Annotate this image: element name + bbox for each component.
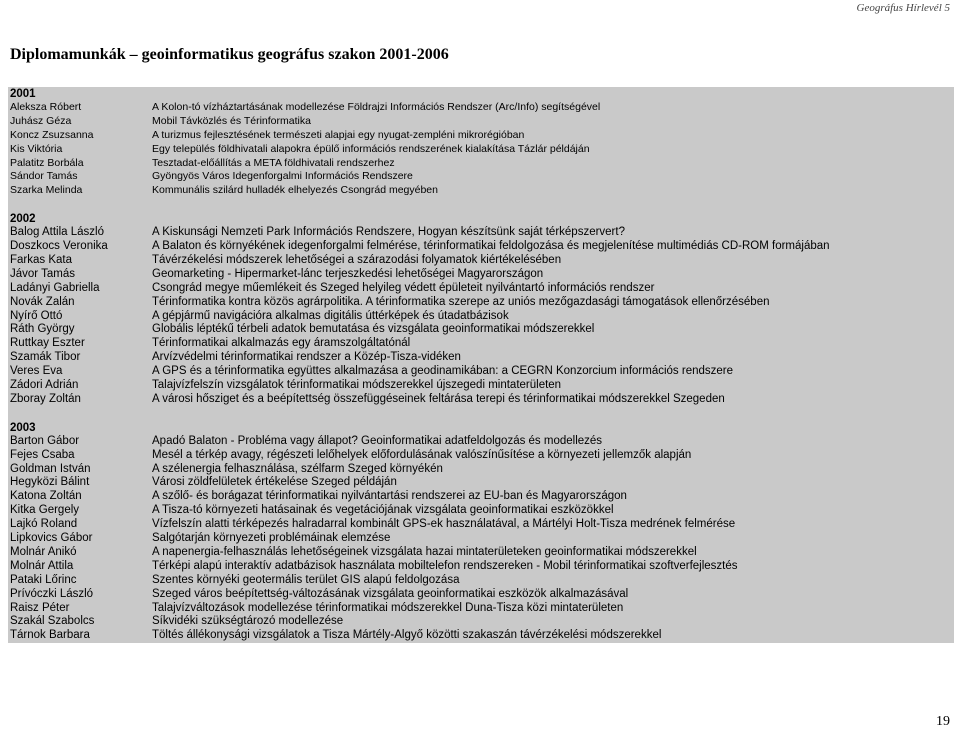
thesis-title: A Balaton és környékének idegenforgalmi felmérése, térinformatikai feldolgozása és megjelenítése multimédiás CD-ROM formájában [152, 240, 830, 253]
table-row [8, 226, 954, 240]
author-name: Balog Attila László [10, 226, 104, 239]
author-name: Farkas Kata [10, 254, 72, 267]
table-row [8, 629, 954, 643]
author-name: Lajkó Roland [10, 518, 78, 531]
table-row [8, 310, 954, 324]
thesis-title: Térinformatikai alkalmazás egy áramszolgáltatónál [152, 337, 411, 350]
thesis-title: A szőlő- és borágazat térinformatikai nyilvántartási rendszerei az EU-ban és Magyarországon [152, 490, 627, 503]
thesis-title: Talajvízfelszín vizsgálatok térinformatikai módszerekkel újszegedi mintaterületen [152, 379, 562, 392]
year-heading: 2001 [10, 88, 36, 100]
thesis-title: Tesztadat-előállítás a META földhivatali rendszerhez [152, 156, 395, 169]
author-name: Pataki Lőrinc [10, 573, 77, 586]
table-row [8, 490, 954, 504]
table-row [8, 157, 954, 171]
thesis-title: Térinformatika kontra közös agrárpolitika. A térinformatika szerepe az uniós mezőgazdasági támogatások ellenőrzésében [152, 295, 770, 308]
thesis-title: A városi hősziget és a beépítettség összefüggéseinek feltárása terepi és térinformatikai módszerekkel Szegeden [152, 392, 725, 405]
year-block-2003 [8, 421, 954, 643]
table-row [8, 602, 954, 616]
author-name: Molnár Anikó [10, 545, 77, 558]
author-name: Aleksza Róbert [10, 101, 82, 113]
thesis-title: Vízfelszín alatti térképezés halradarral kombinált GPS-ek használatával, a Mártélyi Holt-Tisza medrének felmérése [152, 518, 736, 531]
year-block-2002 [8, 212, 954, 407]
page-number: 19 [936, 714, 950, 729]
table-row [8, 323, 954, 337]
thesis-title: Térképi alapú interaktív adatbázisok használata mobiltelefon rendszereken - Mobil térinformatikai szoftverfejlesztés [152, 559, 738, 572]
author-name: Zádori Adrián [10, 379, 79, 392]
table-row [8, 379, 954, 393]
thesis-title: Árvízvédelmi térinformatikai rendszer a Közép-Tisza-vidéken [152, 351, 461, 364]
author-name: Doszkocs Veronika [10, 240, 108, 253]
author-name: Prívóczki László [10, 587, 94, 600]
author-name: Raisz Péter [10, 601, 70, 614]
thesis-title: Talajvízváltozások modellezése térinformatikai módszerekkel Duna-Tisza közi mintaterületen [152, 601, 624, 614]
thesis-title: Egy település földhivatali alapokra épülő információs rendszerének kialakítása Tázlár példáján [152, 142, 590, 155]
thesis-title: Töltés állékonysági vizsgálatok a Tisza Mártély-Algyő közötti szakaszán távérzékelési módszerekkel [152, 629, 662, 642]
author-name: Tárnok Barbara [10, 629, 90, 642]
table-row [8, 560, 954, 574]
author-name: Palatitz Borbála [10, 156, 84, 169]
author-name: Fejes Csaba [10, 448, 75, 461]
thesis-title: Kommunális szilárd hulladék elhelyezés Csongrád megyében [152, 184, 438, 197]
thesis-title: A Kolon-tó vízháztartásának modellezése Földrajzi Információs Rendszer (Arc/Info) segítségével [152, 101, 601, 113]
thesis-title: Távérzékelési módszerek lehetőségei a szárazodási folyamatok kiértékelésében [152, 254, 562, 267]
table-row [8, 254, 954, 268]
table-row [8, 463, 954, 477]
year-heading: 2002 [10, 213, 36, 226]
table-row [8, 351, 954, 365]
author-name: Lipkovics Gábor [10, 532, 93, 545]
table-row [8, 184, 954, 198]
thesis-title: Szentes környéki geotermális terület GIS alapú feldolgozása [152, 573, 460, 586]
table-row [8, 170, 954, 184]
page-title: Diplomamunkák – geoinformatikus geográfus szakon 2001-2006 [10, 46, 449, 63]
year-heading: 2003 [10, 421, 36, 434]
table-row [8, 588, 954, 602]
table-row [8, 240, 954, 254]
year-block-2001 [8, 87, 954, 198]
author-name: Zboray Zoltán [10, 392, 81, 405]
thesis-title: Szeged város beépítettség-változásának vizsgálata geoinformatikai eszközök alkalmazásával [152, 587, 629, 600]
table-row [8, 532, 954, 546]
author-name: Szakál Szabolcs [10, 615, 95, 628]
author-name: Ladányi Gabriella [10, 281, 100, 294]
table-row [8, 129, 954, 143]
table-row [8, 574, 954, 588]
table-row [8, 337, 954, 351]
thesis-title: A GPS és a térinformatika együttes alkalmazása a geodinamikában: a CEGRN Konzorcium információs rendszere [152, 365, 734, 378]
thesis-title: A Tisza-tó környezeti hatásainak és vegetációjának vizsgálata geoinformatikai eszközökkel [152, 504, 614, 517]
table-row [8, 615, 954, 629]
author-name: Novák Zalán [10, 295, 75, 308]
thesis-table [8, 87, 954, 643]
thesis-title: A turizmus fejlesztésének természeti alapjai egy nyugat-zempléni mikrorégióban [152, 128, 525, 141]
author-name: Barton Gábor [10, 434, 80, 447]
table-row [8, 101, 954, 115]
author-name: Veres Éva [10, 365, 63, 378]
thesis-title: Mobil Távközlés és Térinformatika [152, 114, 311, 127]
thesis-title: A szélenergia felhasználása, szélfarm Szeged környékén [152, 462, 443, 475]
table-row [8, 476, 954, 490]
author-name: Ráth György [10, 323, 75, 336]
thesis-title: Salgótarján környezeti problémáinak elemzése [152, 532, 391, 545]
running-header: Geográfus Hírlevél 5 [856, 2, 950, 14]
author-name: Nyírő Ottó [10, 309, 63, 322]
author-name: Ruttkay Eszter [10, 337, 85, 350]
thesis-title: A napenergia-felhasználás lehetőségeinek vizsgálata hazai mintaterületeken geoinformatikai módszerekkel [152, 545, 697, 558]
thesis-title: Apadó Balaton - Probléma vagy állapot? Geoinformatikai adatfeldolgozás és modellezés [152, 434, 603, 447]
table-row [8, 268, 954, 282]
author-name: Molnár Attila [10, 559, 74, 572]
author-name: Kitka Gergely [10, 504, 80, 517]
table-row [8, 449, 954, 463]
author-name: Katona Zoltán [10, 490, 82, 503]
table-row [8, 143, 954, 157]
thesis-title: Csongrád megye műemlékeit és Szeged helyileg védett épületeit nyilvántartó információs rendszer [152, 281, 655, 294]
thesis-title: A gépjármű navigációra alkalmas digitális úttérképek és útadatbázisok [152, 309, 509, 322]
author-name: Goldman István [10, 462, 91, 475]
table-row [8, 282, 954, 296]
author-name: Hegyközi Bálint [10, 476, 90, 489]
table-row [8, 518, 954, 532]
author-name: Kis Viktória [10, 142, 63, 155]
author-name: Szamák Tibor [10, 351, 81, 364]
table-row [8, 365, 954, 379]
author-name: Juhász Géza [10, 114, 72, 127]
table-row [8, 504, 954, 518]
thesis-title: Geomarketing - Hipermarket-lánc terjeszkedési lehetőségei Magyarországon [152, 267, 544, 280]
table-row [8, 546, 954, 560]
author-name: Koncz Zsuzsanna [10, 128, 94, 141]
thesis-title: Síkvidéki szükségtározó modellezése [152, 615, 344, 628]
author-name: Sándor Tamás [10, 170, 78, 183]
thesis-title: Mesél a térkép avagy, régészeti lelőhelyek előfordulásának valószínűsítése a környezeti jellemzők alapján [152, 448, 692, 461]
table-row [8, 115, 954, 129]
table-row [8, 435, 954, 449]
author-name: Jávor Tamás [10, 267, 75, 280]
thesis-title: Gyöngyös Város Idegenforgalmi Információs Rendszere [152, 170, 413, 183]
thesis-title: Globális léptékű térbeli adatok bemutatása és vizsgálata geoinformatikai módszerekkel [152, 323, 595, 336]
table-row [8, 296, 954, 310]
thesis-title: A Kiskunsági Nemzeti Park Információs Rendszere, Hogyan készítsünk saját térképszervert? [152, 226, 625, 239]
table-row [8, 393, 954, 407]
thesis-title: Városi zöldfelületek értékelése Szeged példáján [152, 476, 397, 489]
author-name: Szarka Melinda [10, 184, 83, 197]
